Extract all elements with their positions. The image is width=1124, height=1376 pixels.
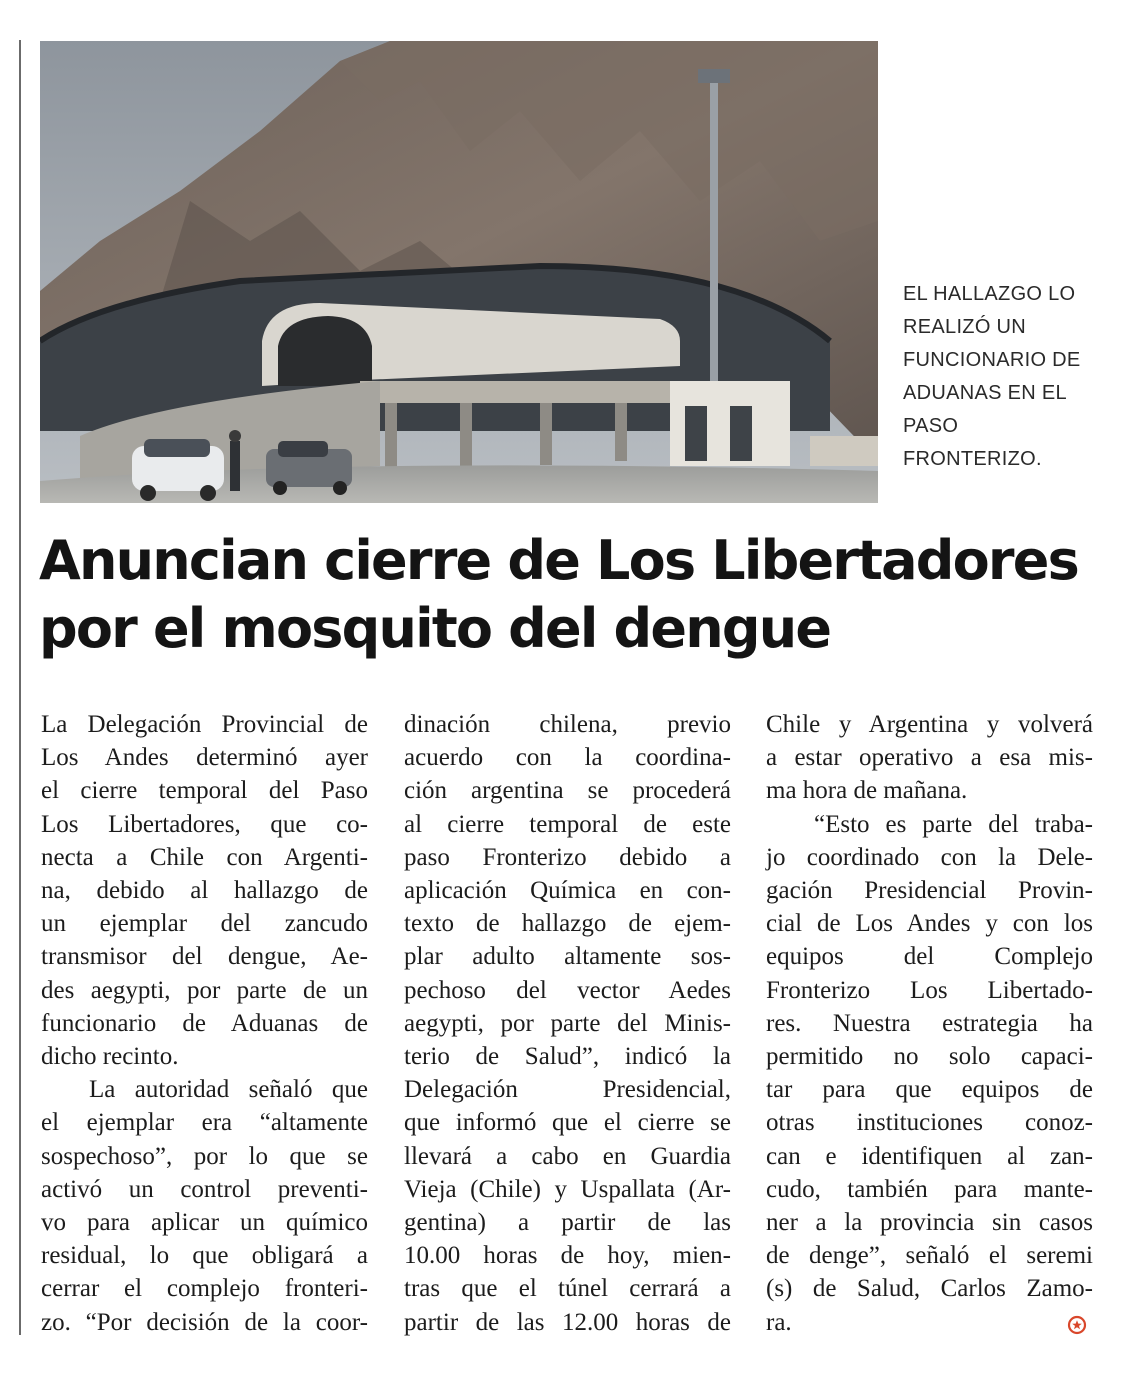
body-line: ra.: [766, 1308, 792, 1336]
body-line: Los Libertadores, que co-: [41, 810, 368, 838]
body-line: pechoso del vector Aedes: [404, 976, 731, 1004]
body-line: res. Nuestra estrategia ha: [766, 1009, 1093, 1037]
body-line: transmisor del dengue, Ae-: [41, 943, 368, 971]
article-headline: [39, 527, 1109, 663]
body-line: (s) de Salud, Carlos Zamo-: [766, 1275, 1093, 1303]
headline-line: Anuncian cierre de Los Libertadores: [39, 529, 1078, 592]
body-line: permitido no solo capaci-: [766, 1043, 1093, 1071]
body-line: funcionario de Aduanas de: [41, 1009, 368, 1037]
body-line: zo. “Por decisión de la coor-: [41, 1308, 368, 1336]
body-line: sospechoso”, por lo que se: [41, 1142, 368, 1170]
body-line: dinación chilena, previo: [404, 711, 731, 738]
headline-line: por el mosquito del dengue: [39, 597, 831, 660]
body-line: dicho recinto.: [41, 1043, 179, 1071]
body-line: Fronterizo Los Libertado-: [766, 976, 1093, 1004]
body-line: La Delegación Provincial de: [41, 711, 368, 738]
body-line: residual, lo que obligará a: [41, 1242, 368, 1270]
body-line: “Esto es parte del traba-: [814, 810, 1093, 838]
body-line: La autoridad señaló que: [89, 1076, 368, 1104]
body-line: gación Presidencial Provin-: [766, 877, 1093, 905]
caption-line: FUNCIONARIO DE: [903, 349, 1081, 371]
body-line: des aegypti, por parte de un: [41, 976, 368, 1004]
body-line: Delegación Presidencial,: [404, 1076, 731, 1104]
body-line: Chile y Argentina y volverá: [766, 711, 1093, 738]
body-line: a estar operativo a esa mis-: [766, 744, 1093, 772]
body-line: ma hora de mañana.: [766, 777, 968, 805]
body-line: partir de las 12.00 horas de: [404, 1308, 731, 1336]
article-column-1: [41, 708, 368, 1339]
body-line: tar para que equipos de: [766, 1076, 1093, 1104]
body-line: gentina) a partir de las: [404, 1209, 731, 1237]
body-line: cial de Los Andes y con los: [766, 910, 1093, 938]
body-line: llevará a cabo en Guardia: [404, 1142, 731, 1170]
body-line: necta a Chile con Argenti-: [41, 843, 368, 871]
body-line: jo coordinado con la Dele-: [766, 843, 1093, 871]
body-line: aplicación Química en con-: [404, 877, 731, 905]
caption-line: REALIZÓ UN: [903, 316, 1027, 338]
body-line: de denge”, señaló el seremi: [766, 1242, 1093, 1270]
body-line: el ejemplar era “altamente: [41, 1109, 368, 1137]
body-line: un ejemplar del zancudo: [41, 910, 368, 938]
caption-line: EL HALLAZGO LO: [903, 283, 1076, 305]
photo-caption: [903, 278, 1103, 476]
body-line: equipos del Complejo: [766, 943, 1093, 971]
body-line: can e identifiquen al zan-: [766, 1142, 1093, 1170]
body-line: Los Andes determinó ayer: [41, 744, 368, 772]
body-line: al cierre temporal de este: [404, 810, 731, 838]
caption-line: ADUANAS EN EL: [903, 382, 1067, 404]
body-line: paso Fronterizo debido a: [404, 843, 731, 871]
body-line: plar adulto altamente sos-: [404, 943, 731, 971]
article-photo: [40, 41, 878, 503]
body-line: terio de Salud”, indicó la: [404, 1043, 731, 1071]
body-line: que informó que el cierre se: [404, 1109, 731, 1137]
body-line: texto de hallazgo de ejem-: [404, 910, 731, 938]
body-line: cerrar el complejo fronteri-: [41, 1275, 368, 1303]
body-line: tras que el túnel cerrará a: [404, 1275, 731, 1303]
body-line: vo para aplicar un químico: [41, 1209, 368, 1237]
body-line: ner a la provincia sin casos: [766, 1209, 1093, 1237]
body-line: ción argentina se procederá: [404, 777, 731, 805]
body-line: Vieja (Chile) y Uspallata (Ar-: [404, 1175, 731, 1203]
caption-line: FRONTERIZO.: [903, 448, 1042, 470]
body-line: cudo, también para mante-: [766, 1175, 1093, 1203]
caption-line: PASO: [903, 415, 959, 437]
column-rule: [19, 40, 21, 1335]
body-line: otras instituciones conoz-: [766, 1109, 1093, 1137]
body-line: 10.00 horas de hoy, mien-: [404, 1242, 731, 1270]
body-line: na, debido al hallazgo de: [41, 877, 368, 905]
article-column-2: [404, 708, 731, 1339]
body-line: el cierre temporal del Paso: [41, 777, 368, 805]
end-of-article-icon: [1067, 1315, 1087, 1335]
body-line: aegypti, por parte del Minis-: [404, 1009, 731, 1037]
body-line: acuerdo con la coordina-: [404, 744, 731, 772]
article-column-3: [766, 708, 1093, 1339]
body-line: activó un control preventi-: [41, 1175, 368, 1203]
